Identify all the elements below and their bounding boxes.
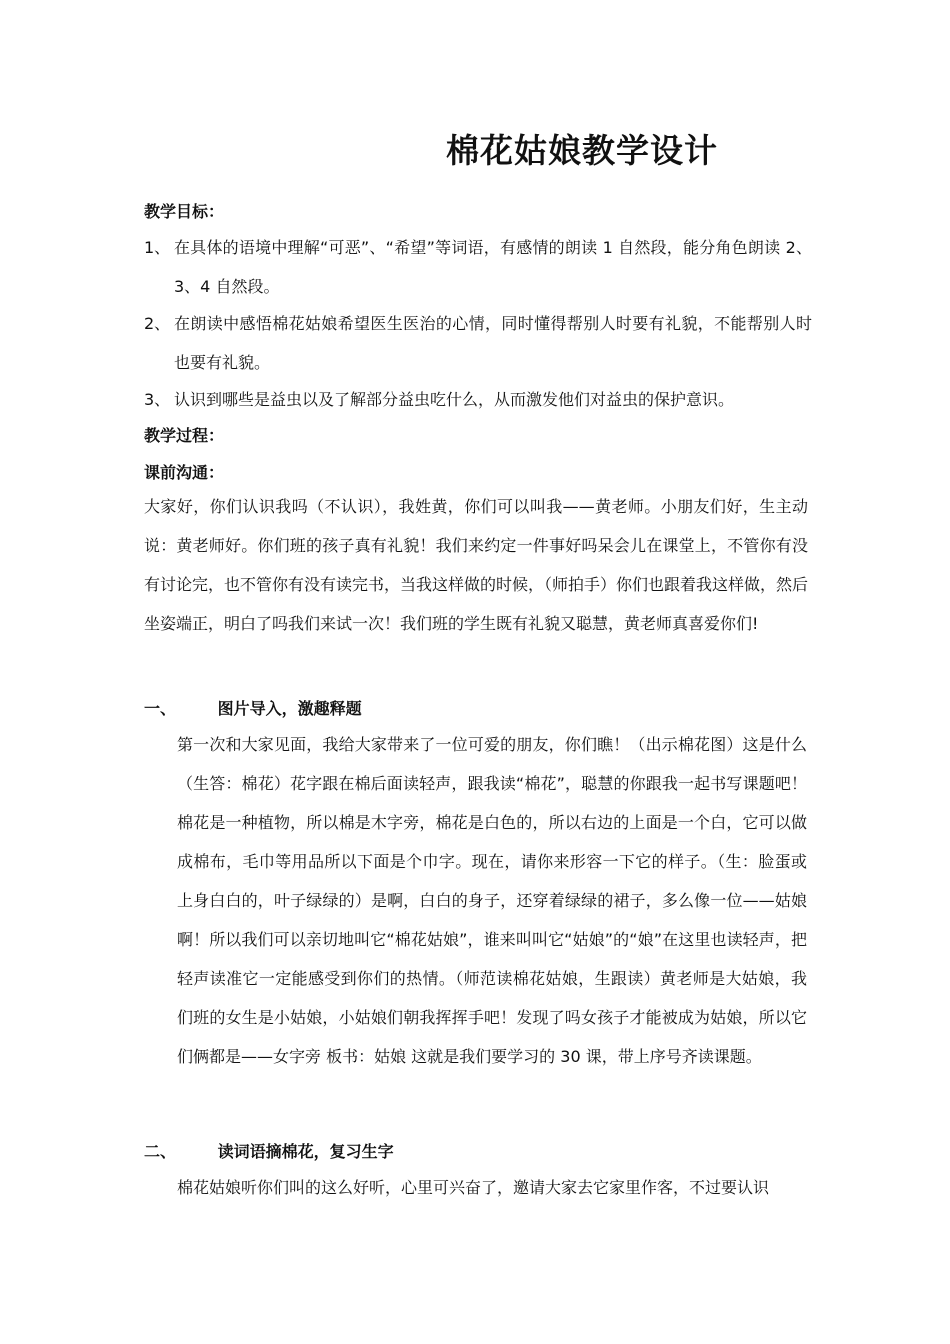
section-paragraph-2: 棉花姑娘听你们叫的这么好听，心里可兴奋了，邀请大家去它家里作客，不过要认识	[177, 1178, 770, 1197]
goal-number: 3、	[144, 390, 171, 409]
goal-item-2	[144, 304, 816, 382]
preclass-heading: 课前沟通：	[144, 463, 225, 482]
goal-text: 在具体的语境中理解“可恶”、“希望”等词语，有感情的朗读 1 自然段，能分角色朗读 2、3、4 自然段。	[174, 238, 812, 296]
section-heading-2	[144, 1140, 394, 1164]
goal-text: 认识到哪些是益虫以及了解部分益虫吃什么，从而激发他们对益虫的保护意识。	[174, 390, 735, 409]
preclass-paragraph: 大家好，你们认识我吗（不认识），我姓黄，你们可以叫我——黄老师。小朋友们好，生主动说：黄老师好。你们班的孩子真有礼貌！我们来约定一件事好吗呆会儿在课堂上，不管你有没有讨论完，也不管你有没有读完书，当我这样做的时候，（师拍手）你们也跟着我这样做，然后坐姿端正，明白了吗我们来试一次！我们班的学生既有礼貌又聪慧，黄老师真喜爱你们!	[144, 497, 809, 633]
section-number: 二、	[144, 1142, 177, 1161]
document-title: 棉花姑娘教学设计	[446, 131, 718, 170]
goal-item-1	[144, 228, 816, 306]
goal-number: 2、	[144, 314, 171, 333]
goals-heading: 教学目标：	[144, 202, 225, 221]
process-heading: 教学过程：	[144, 426, 225, 445]
section-title: 读词语摘棉花，复习生字	[217, 1142, 394, 1161]
section-title: 图片导入，激趣释题	[217, 699, 362, 718]
goal-text: 在朗读中感悟棉花姑娘希望医生医治的心情，同时懂得帮别人时要有礼貌，不能帮别人时也要有礼貌。	[174, 314, 812, 372]
section-number: 一、	[144, 699, 177, 718]
goal-item-3	[144, 380, 816, 419]
section-paragraph-1: 第一次和大家见面，我给大家带来了一位可爱的朋友，你们瞧！（出示棉花图）这是什么（生答：棉花）花字跟在棉后面读轻声，跟我读“棉花”，聪慧的你跟我一起书写课题吧！棉花是一种植物，所以棉是木字旁，棉花是白色的，所以右边的上面是一个白，它可以做成棉布，毛巾等用品所以下面是个巾字。现在，请你来形容一下它的样子。（生：脸蛋或上身白白的，叶子绿绿的）是啊，白白的身子，还穿着绿绿的裙子，多么像一位——姑娘啊！所以我们可以亲切地叫它“棉花姑娘”，谁来叫叫它“姑娘”的“娘”在这里也读轻声，把轻声读准它一定能感受到你们的热情。（师范读棉花姑娘，生跟读）黄老师是大姑娘，我们班的女生是小姑娘，小姑娘们朝我挥挥手吧！发现了吗女孩子才能被成为姑娘，所以它们俩都是——女字旁 板书：姑娘 这就是我们要学习的 30 课，带上序号齐读课题。	[177, 735, 807, 1066]
section-heading-1	[144, 697, 362, 721]
goal-number: 1、	[144, 238, 171, 257]
